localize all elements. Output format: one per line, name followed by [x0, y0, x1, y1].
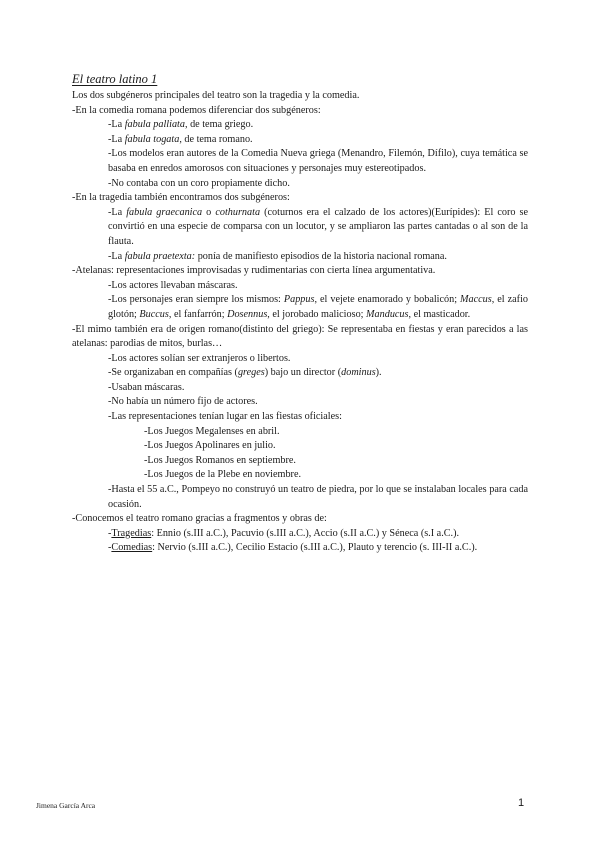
page-title: El teatro latino 1 [72, 72, 158, 86]
conocemos-comedias: -Comedias: Nervio (s.III a.C.), Cecilio Estacio (s.III a.C.), Plauto y terencio (s. III-II a.C.). [108, 542, 478, 554]
juego-plebe: -Los Juegos de la Plebe en noviembre. [144, 469, 302, 481]
mimo-actores: -Los actores solían ser extranjeros o libertos. [108, 352, 291, 364]
label-tragedias: Tragedias [111, 527, 152, 539]
term-greges: greges [237, 367, 265, 379]
term-fabula-praetexta: fabula praetexta: [124, 250, 196, 262]
term-cothurnata: cothurnata [215, 206, 261, 218]
term-fabula-graecanica: fabula graecanica [126, 206, 203, 218]
term-buccus: Buccus [139, 308, 169, 320]
juego-romanos: -Los Juegos Romanos en septiembre. [144, 454, 296, 466]
atelanas-personajes: -Los personajes eran siempre los mismos: Pappus, el vejete enamorado y bobalicón; Maccus, el zafio glotón; Buccus, el fanfarrón; Dosennus, el jorobado malicioso; Manducus, el masticador. [108, 294, 528, 320]
term-dominus: dominus [341, 367, 376, 379]
term-maccus: Maccus [460, 294, 492, 306]
mimo-pompeyo: -Hasta el 55 a.C., Pompeyo no construyó un teatro de piedra, por lo que se instalaban locales para cada ocasión. [108, 484, 528, 510]
tragedia-heading: -En la tragedia también encontramos dos subgéneros: [72, 192, 290, 204]
comedia-heading: -En la comedia romana podemos diferenciar dos subgéneros: [72, 104, 321, 116]
document-body [72, 89, 528, 556]
juego-megalenses: -Los Juegos Megalenses en abril. [144, 425, 280, 437]
comedia-palliata: -La fabula palliata, de tema griego. [108, 119, 254, 131]
mimo-numero: -No había un número fijo de actores. [108, 396, 258, 408]
mimo-greges: -Se organizaban en compañías (greges) bajo un director (dominus). [108, 367, 382, 379]
comedia-modelos: -Los modelos eran autores de la Comedia Nueva griega (Menandro, Filemón, Dífilo), cuya temática se basaba en enredos amorosos con situaciones y personajes muy estereotipados. [108, 148, 528, 174]
term-manducus: Manducus [366, 308, 409, 320]
comedia-togata: -La fabula togata, de tema romano. [108, 133, 253, 145]
intro-paragraph: Los dos subgéneros principales del teatro son la tragedia y la comedia. [72, 90, 360, 101]
comedia-coro: -No contaba con un coro propiamente dicho. [108, 177, 290, 189]
atelanas-mascaras: -Los actores llevaban máscaras. [108, 279, 238, 291]
term-pappus: Pappus [283, 294, 315, 306]
term-fabula-palliata: fabula palliata [124, 119, 185, 131]
page-number: 1 [518, 797, 525, 809]
tragedia-praetexta: -La fabula praetexta: ponía de manifiesto episodios de la historia nacional romana. [108, 250, 447, 262]
label-comedias: Comedias [111, 542, 153, 554]
atelanas-heading: -Atelanas: representaciones improvisadas y rudimentarias con cierta línea argumentativa. [72, 265, 436, 277]
term-dosennus: Dosennus [227, 308, 268, 320]
tragedia-graecanica: -La fabula graecanica o cothurnata (coturnos era el calzado de los actores)(Eurípides): El coro se convirtió en una especie de comparsa con un locutor, y se ampliaron las partes cantadas o al son de la flauta. [108, 206, 528, 247]
mimo-heading: -El mimo también era de origen romano(distinto del griego): Se representaba en fiestas y eran parecidos a las atelanas: parodias de mitos, burlas… [72, 323, 528, 350]
conocemos-tragedias: -Tragedias: Ennio (s.III a.C.), Pacuvio (s.III a.C.), Accio (s.II a.C.) y Séneca (s.I a.C.). [108, 527, 460, 539]
footer-author: Jimena García Arca [36, 801, 96, 810]
mimo-mascaras: -Usaban máscaras. [108, 381, 185, 393]
juego-apolinares: -Los Juegos Apolinares en julio. [144, 440, 276, 452]
conocemos-heading: -Conocemos el teatro romano gracias a fragmentos y obras de: [72, 513, 327, 525]
term-fabula-togata: fabula togata [124, 133, 180, 145]
mimo-fiestas: -Las representaciones tenían lugar en las fiestas oficiales: [108, 411, 342, 423]
